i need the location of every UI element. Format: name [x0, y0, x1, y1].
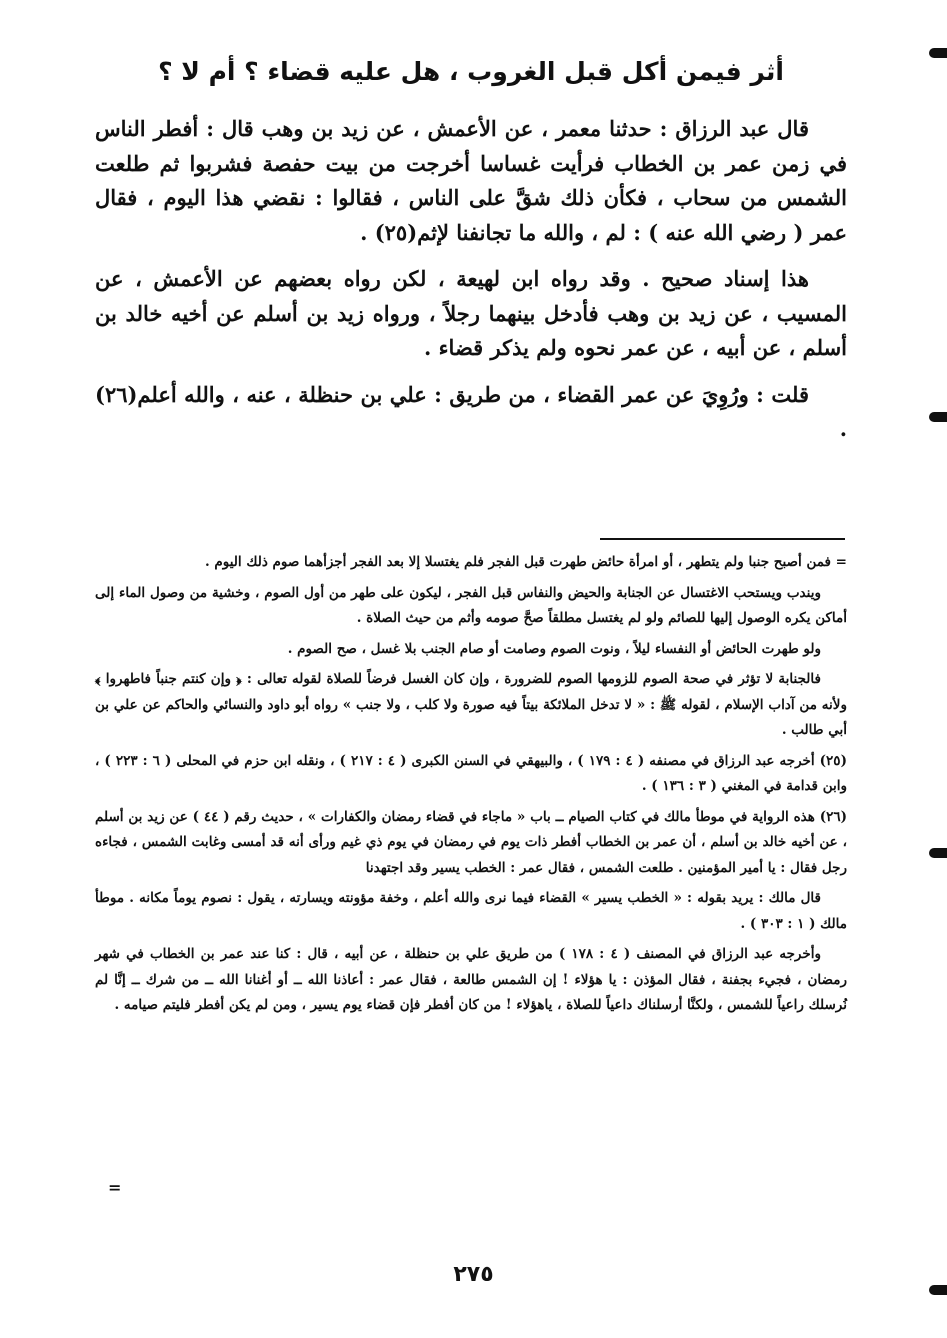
footnote-separator — [600, 538, 845, 540]
continuation-mark: = — [108, 1178, 122, 1197]
scan-edge-mark — [929, 848, 947, 858]
footnote-25: (٢٥) أخرجه عبد الرزاق في مصنفه ( ٤ : ١٧٩ ) ، والبيهقي في السنن الكبرى ( ٤ : ٢١٧ ) ، ونقله ابن حزم في المحلى ( ٦ : ٢٢٣ ) ، وابن قدامة في المغني ( ٣ : ١٣٦ ) . — [95, 752, 847, 794]
footnote-paragraph: ولو طهرت الحائض أو النفساء ليلاً ، ونوت الصوم وصامت أو صام الجنب بلا غسل ، صح الصوم . — [287, 640, 821, 657]
main-paragraph: قلت : ورُوِيَ عن عمر القضاء ، من طريق : علي بن حنظلة ، عنه ، والله أعلم(٢٦) . — [95, 381, 847, 441]
footnote-paragraph: وأخرجه عبد الرزاق في المصنف ( ٤ : ١٧٨ ) من طريق علي بن حنظلة ، عن أبيه ، قال : كنا عند عمر بن الخطاب في شهر رمضان ، فجيء بجفنة ، فقال المؤذن : يا هؤلاء ! إن الشمس طالعة ، فقال عمر : أعاذنا الله ــ أو أغنانا الله ــ من شرك ــ إنَّا لم نُرسلك راعياً للشمس ، ولكنَّا أرسلناك داعياً للصلاة ، ياهؤلاء ! من كان أفطر فإن قضاء يوم يسير ، ومن لم يكن أفطر فليتم صيامه . — [95, 946, 847, 1013]
footnote-26: (٢٦) هذه الرواية في موطأ مالك في كتاب الصيام ــ باب « ماجاء في قضاء رمضان والكفارات » ، حديث رقم ( ٤٤ ) عن زيد بن أسلم ، عن أخيه خالد بن أسلم ، أن عمر بن الخطاب أفطر ذات يوم في رمضان في يوم ذي غيم ورأى أنه قد أمسى وغابت الشمس ، فجاءه رجل فقال : يا أمير المؤمنين . طلعت الشمس ، فقال عمر : الخطب يسير وقد اجتهدنا — [95, 808, 847, 876]
scan-edge-mark — [929, 1285, 947, 1295]
scan-edge-mark — [929, 48, 947, 58]
footnotes — [95, 550, 847, 1024]
page-number: ٢٧٥ — [453, 1262, 494, 1287]
main-paragraph: قال عبد الرزاق : حدثنا معمر ، عن الأعمش ، عن زيد بن وهب قال : أفطر الناس في زمن عمر بن الخطاب فرأيت غساسا أخرجت من بيت حفصة فشربوا ثم طلعت الشمس من سحاب ، فكأن ذلك شقَّ على الناس ، فقالوا : نقضي هذا اليوم ، فقال عمر ( رضي الله عنه ) : لم ، والله ما تجانفنا لإثم(٢٥) . — [95, 116, 847, 245]
footnote-paragraph: فالجنابة لا تؤثر في صحة الصوم للزومها الصوم للضرورة ، وإن كان الغسل فرضاً للصلاة لقوله تعالى : ﴿ وإن كنتم جنباً فاطهروا ﴾ ولأنه من آداب الإسلام ، لقوله ﷺ : « لا تدخل الملائكة بيتاً فيه صورة ولا كلب ، ولا جنب » رواه أبو داود والنسائي والحاكم عن علي بن أبي طالب . — [95, 671, 847, 738]
scan-edge-mark — [929, 412, 947, 422]
section-title: أثر فيمن أكل قبل الغروب ، هل عليه قضاء ؟ أم لا ؟ — [158, 57, 784, 86]
main-paragraph: هذا إسناد صحيح . وقد رواه ابن لهيعة ، لكن رواه بعضهم عن الأعمش ، عن المسيب ، عن زيد بن وهب فأدخل بينهما رجلاً ، ورواه زيد بن أسلم عن أخيه خالد بن أسلم ، عن أبيه ، عن عمر نحوه ولم يذكر قضاء . — [95, 266, 847, 360]
footnote-paragraph: قال مالك : يريد بقوله : « الخطب يسير » القضاء فيما نرى والله أعلم ، وخفة مؤونته ويسارته ، يقول : نصوم يوماً مكانه . موطأ مالك ( ١ : ٣٠٣ ) . — [95, 890, 847, 932]
footnote-paragraph: ويندب ويستحب الاغتسال عن الجنابة والحيض والنفاس قبل الفجر ، ليكون على طهر من أول الصوم ، وخشية من وصول الماء إلى أماكن يكره الوصول إليها للصائم ولو لم يغتسل مطلقاً صحَّ صومه وأثم من حيث الصلاة . — [95, 584, 847, 626]
footnote-paragraph: = فمن أصبح جنبا ولم يتطهر ، أو امرأة حائض طهرت قبل الفجر فلم يغتسلا إلا بعد الفجر أجزأهما صوم ذلك اليوم . — [204, 554, 847, 570]
main-text — [95, 112, 847, 459]
